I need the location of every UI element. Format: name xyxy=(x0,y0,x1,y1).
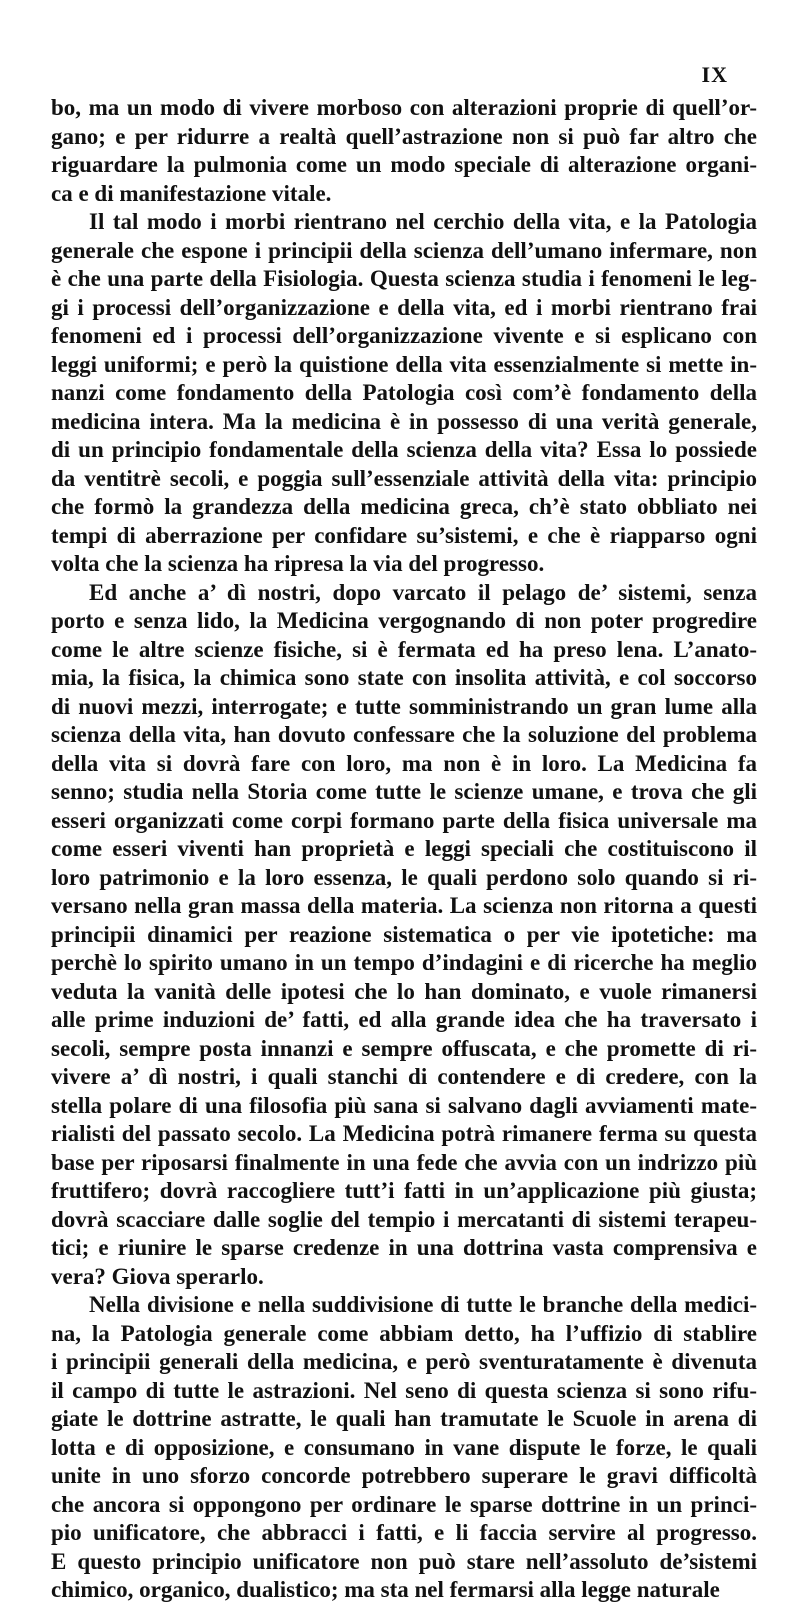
text-line: medicina intera. Ma la medicina è in possesso di una verità generale, xyxy=(51,408,757,434)
paragraph xyxy=(51,579,757,1292)
text-line: vera? Giova sperarlo. xyxy=(51,1263,264,1289)
text-line: fenomeni ed i processi dell’organizzazione vivente e si esplicano con xyxy=(51,323,757,348)
text-line: Ed anche a’ dì nostri, dopo varcato il pelago de’ sistemi, senza xyxy=(89,579,757,605)
text-line: perchè lo spirito umano in un tempo d’indagini e di ricerche ha meglio xyxy=(51,950,757,975)
text-line: riguardare la pulmonia come un modo speciale di alterazione organi- xyxy=(51,152,757,177)
text-line: di un principio fondamentale della scienza della vita? Essa lo possiede xyxy=(51,437,757,462)
text-line: il campo di tutte le astrazioni. Nel seno di questa scienza si sono rifu- xyxy=(51,1377,757,1403)
body-text xyxy=(51,94,757,1605)
text-line: dovrà scacciare dalle soglie del tempio i mercatanti di sistemi terapeu- xyxy=(51,1206,757,1232)
text-line: della vita si dovrà fare con loro, ma non è in loro. La Medicina fa xyxy=(51,750,757,776)
text-line: tempi di aberrazione per confidare su’sistemi, e che è riapparso ogni xyxy=(51,522,757,548)
text-line: gi i processi dell’organizzazione e della vita, ed i morbi rientrano frai xyxy=(51,294,757,320)
text-line: leggi uniformi; e però la quistione della vita essenzialmente si mette in- xyxy=(51,351,757,377)
text-line: che formò la grandezza della medicina greca, ch’è stato obbliato nei xyxy=(51,494,757,519)
text-line: giate le dottrine astratte, le quali han tramutate le Scuole in arena di xyxy=(51,1406,757,1431)
text-line: generale che espone i principii della scienza dell’umano infermare, non xyxy=(51,237,757,263)
text-line: secoli, sempre posta innanzi e sempre offuscata, e che promette di ri- xyxy=(51,1035,757,1061)
text-line: fruttifero; dovrà raccogliere tutt’i fatti in un’applicazione più giusta; xyxy=(51,1178,757,1203)
text-line: principii dinamici per reazione sistematica o per vie ipotetiche: ma xyxy=(51,921,757,947)
text-line: loro patrimonio e la loro essenza, le quali perdono solo quando si ri- xyxy=(51,864,757,890)
paragraph xyxy=(51,94,757,208)
text-line: vivere a’ dì nostri, i quali stanchi di contendere e di credere, con la xyxy=(51,1064,757,1089)
paragraph xyxy=(51,208,757,579)
text-line: base per riposarsi finalmente in una fede che avvia con un indrizzo più xyxy=(51,1149,757,1175)
text-line: i principii generali della medicina, e però sventuratamente è divenuta xyxy=(51,1349,757,1374)
text-line: rialisti del passato secolo. La Medicina potrà rimanere ferma su questa xyxy=(51,1121,757,1146)
text-line: porto e senza lido, la Medicina vergognando di non poter progredire xyxy=(51,608,757,633)
text-line: stella polare di una filosofia più sana si salvano dagli avviamenti mate- xyxy=(51,1092,757,1118)
text-line: da ventitrè secoli, e poggia sull’essenziale attività della vita: principio xyxy=(51,465,757,491)
text-line: scienza della vita, han dovuto confessare che la soluzione del problema xyxy=(51,722,757,747)
text-line: tici; e riunire le sparse credenze in una dottrina vasta comprensiva e xyxy=(51,1235,757,1260)
text-line: come esseri viventi han proprietà e leggi speciali che costituiscono il xyxy=(51,836,757,861)
text-line: alle prime induzioni de’ fatti, ed alla grande idea che ha traversato i xyxy=(51,1007,757,1032)
text-line: Nella divisione e nella suddivisione di tutte le branche della medici- xyxy=(89,1292,757,1317)
text-line: volta che la scienza ha ripresa la via del progresso. xyxy=(51,551,545,576)
text-line: nanzi come fondamento della Patologia così com’è fondamento della xyxy=(51,380,757,405)
text-line: gano; e per ridurre a realtà quell’astrazione non si può far altro che xyxy=(51,123,757,149)
text-line: senno; studia nella Storia come tutte le scienze umane, e trova che gli xyxy=(51,779,757,804)
text-line: che ancora si oppongono per ordinare le sparse dottrine in un princi- xyxy=(51,1491,757,1517)
page-number: IX xyxy=(701,62,728,87)
text-line: unite in uno sforzo concorde potrebbero superare le gravi difficoltà xyxy=(51,1463,757,1488)
text-line: esseri organizzati come corpi formano parte della fisica universale ma xyxy=(51,807,757,833)
text-line: Il tal modo i morbi rientrano nel cerchio della vita, e la Patologia xyxy=(89,209,757,234)
text-line: versano nella gran massa della materia. La scienza non ritorna a questi xyxy=(51,893,757,918)
text-line: lotta e di opposizione, e consumano in vane dispute le forze, le quali xyxy=(51,1434,757,1460)
text-line: di nuovi mezzi, interrogate; e tutte somministrando un gran lume alla xyxy=(51,693,757,719)
text-line: chimico, organico, dualistico; ma sta nel fermarsi alla legge naturale xyxy=(51,1577,720,1602)
text-line: come le altre scienze fisiche, si è fermata ed ha preso lena. L’anato- xyxy=(51,636,757,662)
text-line: E questo principio unificatore non può stare nell’assoluto de’sistemi xyxy=(51,1548,757,1574)
text-line: mia, la fisica, la chimica sono state con insolita attività, e col soccorso xyxy=(51,665,757,690)
text-line: na, la Patologia generale come abbiam detto, ha l’uffizio di stablire xyxy=(51,1320,757,1346)
text-line: è che una parte della Fisiologia. Questa scienza studia i fenomeni le leg- xyxy=(51,266,757,291)
paragraph xyxy=(51,1291,757,1605)
text-line: pio unificatore, che abbracci i fatti, e li faccia servire al progresso. xyxy=(51,1520,757,1545)
text-line: ca e di manifestazione vitale. xyxy=(51,180,332,206)
text-line: bo, ma un modo di vivere morboso con alterazioni proprie di quell’or- xyxy=(51,95,757,120)
text-line: veduta la vanità delle ipotesi che lo han dominato, e vuole rimanersi xyxy=(51,978,757,1004)
